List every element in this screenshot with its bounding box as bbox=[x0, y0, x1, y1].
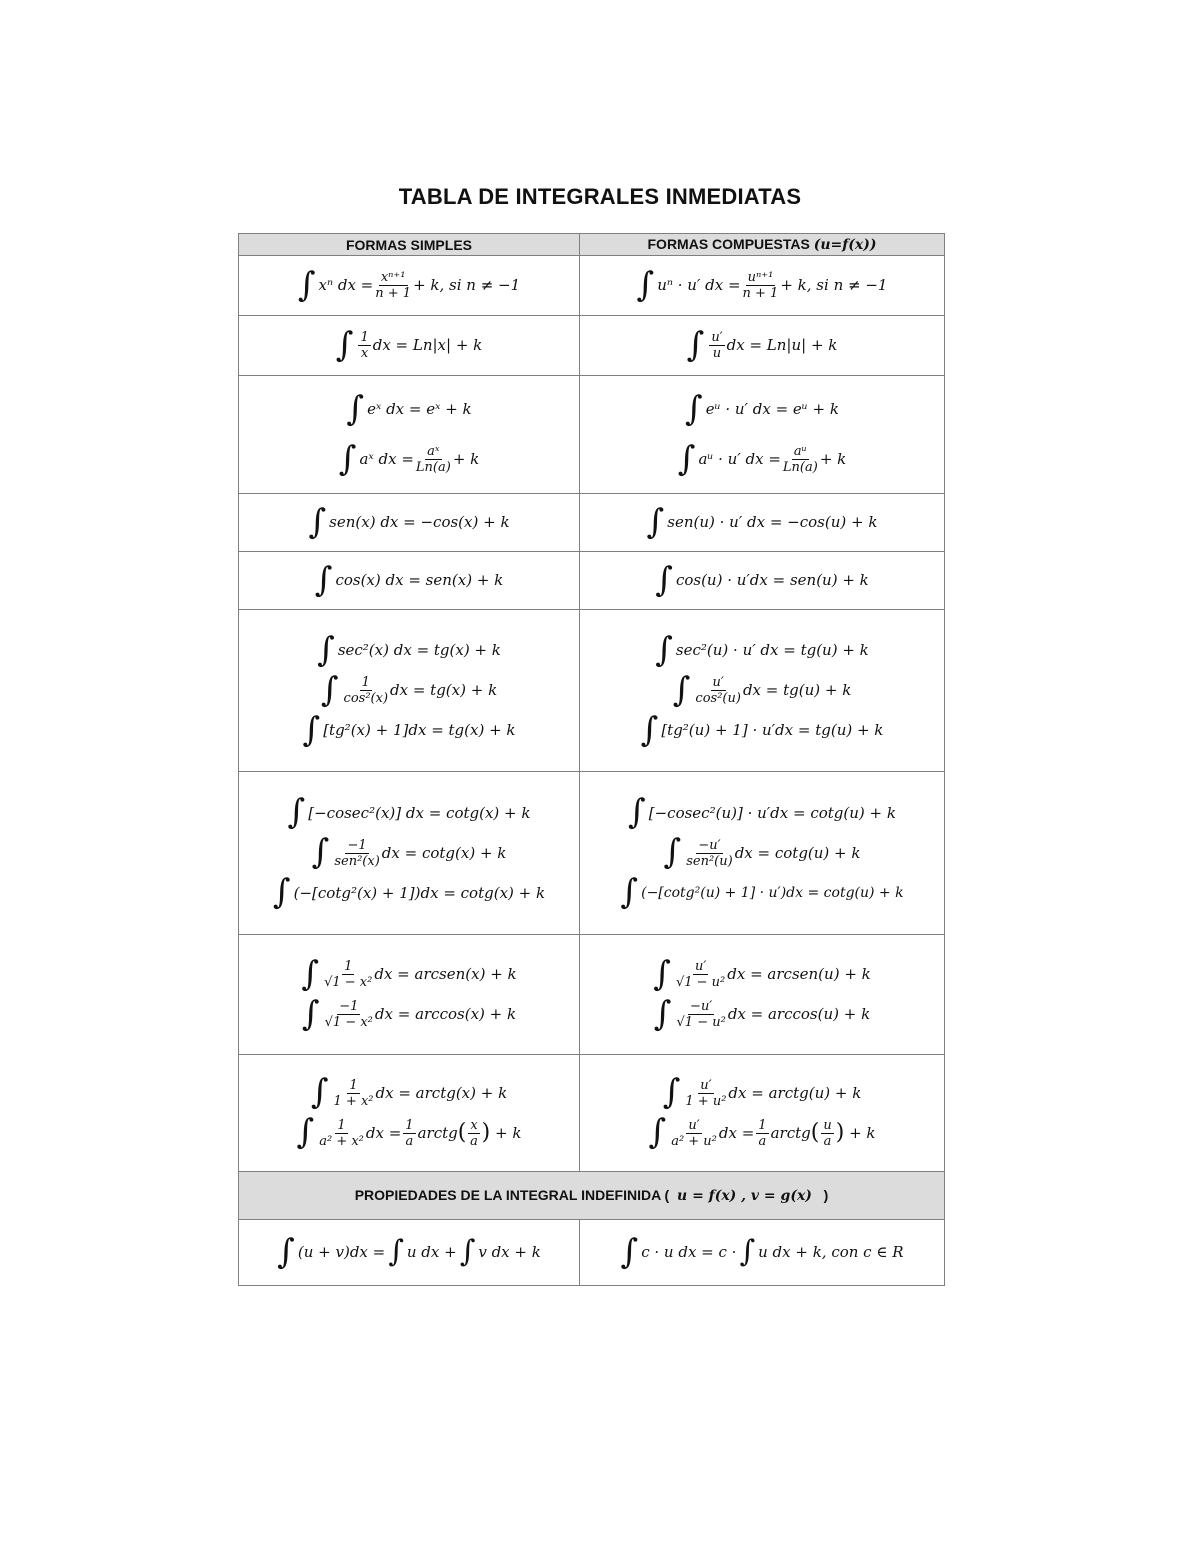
formula-arctan-compound: ∫ $\frac{u'}{\text{1 + u²}}$ dx = arctg(u) + k ∫ $\frac{u'}{\text{a² + u²}}$ dx = $\frac{1}{a}$ arctg ( $\frac{u}{a}$ ) + k bbox=[580, 1055, 945, 1172]
formula-sin-simple: ∫ sen(x) dx = −cos(x) + k bbox=[239, 494, 580, 552]
header-properties: PROPIEDADES DE LA INTEGRAL INDEFINIDA ( u = f(x) , v = g(x) ) bbox=[239, 1172, 945, 1220]
formula-exp-compound: ∫ eᵘ · u′ dx = eᵘ + k ∫ aᵘ · u′ dx = $\frac{\text{aᵘ}}{Ln(a)}$ + k bbox=[580, 376, 945, 494]
formula-log-simple: ∫ $\frac{1}{x}$ dx = Ln|x| + k bbox=[239, 316, 580, 376]
header-simple-forms: FORMAS SIMPLES bbox=[239, 234, 580, 256]
property-linearity-sum: ∫ (u + v)dx = ∫ u dx + ∫ v dx + k bbox=[239, 1220, 580, 1286]
formula-cos-compound: ∫ cos(u) · u′dx = sen(u) + k bbox=[580, 552, 945, 610]
formula-arcsin-compound: ∫ $\frac{u'}{\text{√1 − u²}}$ dx = arcsen(u) + k ∫ $\frac{-u'}{\text{√1 − u²}}$ dx = arccos(u) + k bbox=[580, 935, 945, 1055]
formula-power-compound: ∫ uⁿ · u′ dx = $\frac{\text{uⁿ⁺¹}}{n + 1}$ + k, si n ≠ −1 bbox=[580, 256, 945, 316]
formula-arctan-simple: ∫ $\frac{1}{\text{1 + x²}}$ dx = arctg(x) + k ∫ $\frac{1}{\text{a² + x²}}$ dx = $\frac{1}{a}$ arctg ( $\frac{x}{a}$ ) + k bbox=[239, 1055, 580, 1172]
formula-log-compound: ∫ $\frac{u'}{u}$ dx = Ln|u| + k bbox=[580, 316, 945, 376]
formula-exp-simple: ∫ eˣ dx = eˣ + k ∫ aˣ dx = $\frac{\text{aˣ}}{Ln(a)}$ + k bbox=[239, 376, 580, 494]
header-compound-forms: FORMAS COMPUESTAS (u=f(x)) bbox=[580, 234, 945, 256]
formula-tan-simple: ∫ sec²(x) dx = tg(x) + k ∫ $\frac{1}{\text{cos²(x)}}$ dx = tg(x) + k ∫ [tg²(x) + 1]dx = tg(x) + k bbox=[239, 610, 580, 772]
formula-power-simple: ∫ xⁿ dx = $\frac{\text{xⁿ⁺¹}}{n + 1}$ + k, si n ≠ −1 bbox=[239, 256, 580, 316]
integrals-table bbox=[238, 233, 945, 1286]
formula-cot-simple: ∫ [−cosec²(x)] dx = cotg(x) + k ∫ $\frac{-1}{\text{sen²(x)}}$ dx = cotg(x) + k ∫ (−[cotg²(x) + 1])dx = cotg(x) + k bbox=[239, 772, 580, 935]
page-title: TABLA DE INTEGRALES INMEDIATAS bbox=[398, 184, 802, 209]
formula-sin-compound: ∫ sen(u) · u′ dx = −cos(u) + k bbox=[580, 494, 945, 552]
property-constant-factor: ∫ c · u dx = c · ∫ u dx + k, con c ∈ R bbox=[580, 1220, 945, 1286]
formula-tan-compound: ∫ sec²(u) · u′ dx = tg(u) + k ∫ $\frac{u'}{\text{cos²(u)}}$ dx = tg(u) + k ∫ [tg²(u) + 1] · u′dx = tg(u) + k bbox=[580, 610, 945, 772]
formula-cot-compound: ∫ [−cosec²(u)] · u′dx = cotg(u) + k ∫ $\frac{-u'}{\text{sen²(u)}}$ dx = cotg(u) + k ∫ (−[cotg²(u) + 1] · u′)dx = cotg(u) + k bbox=[580, 772, 945, 935]
formula-cos-simple: ∫ cos(x) dx = sen(x) + k bbox=[239, 552, 580, 610]
formula-arcsin-simple: ∫ $\frac{1}{\text{√1 − x²}}$ dx = arcsen(x) + k ∫ $\frac{-1}{\text{√1 − x²}}$ dx = arccos(x) + k bbox=[239, 935, 580, 1055]
